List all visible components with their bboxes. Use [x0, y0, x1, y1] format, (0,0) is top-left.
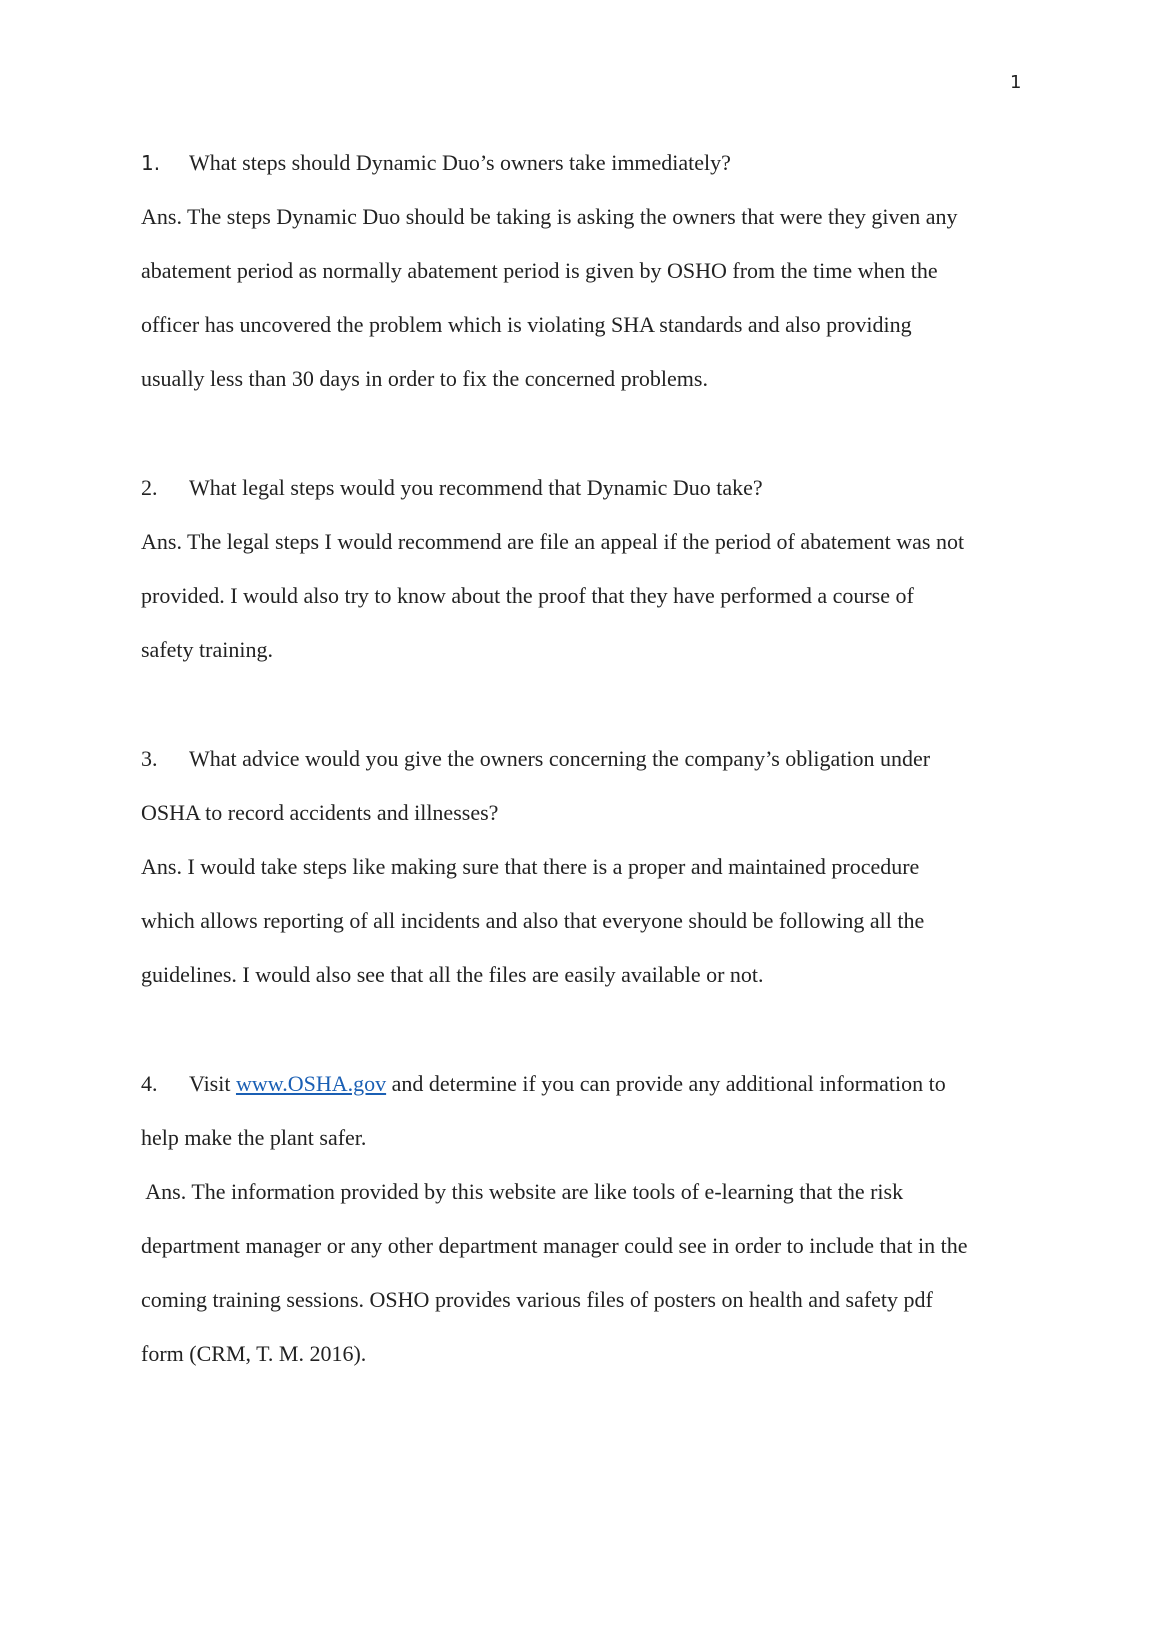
answer-line: guidelines. I would also see that all the files are easily available or not.	[141, 962, 764, 987]
question-text: OSHA to record accidents and illnesses?	[141, 800, 499, 825]
document-body	[141, 136, 1041, 1381]
question-block-2	[141, 461, 1041, 677]
question-block-3	[141, 732, 1041, 1002]
question-number: 3.	[141, 746, 158, 771]
spacer	[141, 406, 1041, 461]
answer-line: officer has uncovered the problem which is violating SHA standards and also providing	[141, 312, 912, 337]
question-1	[141, 136, 1041, 190]
osha-website-link[interactable]: www.OSHA.gov	[235, 1071, 387, 1096]
answer-line: provided. I would also try to know about the proof that they have performed a course of	[141, 583, 914, 608]
question-text-suffix: and determine if you can provide any additional information to	[386, 1071, 946, 1096]
question-4	[141, 1057, 1041, 1111]
question-block-4	[141, 1057, 1041, 1381]
answer-4	[141, 1165, 1041, 1381]
answer-line: Ans. The legal steps I would recommend are file an appeal if the period of abatement was not	[141, 529, 965, 554]
spacer	[141, 677, 1041, 732]
question-text: What advice would you give the owners concerning the company’s obligation under	[189, 746, 931, 771]
question-text: What legal steps would you recommend that Dynamic Duo take?	[189, 475, 763, 500]
question-number: 4.	[141, 1071, 158, 1096]
answer-line: Ans. The steps Dynamic Duo should be taking is asking the owners that were they given any	[141, 204, 958, 229]
page-number: 1	[1010, 72, 1022, 93]
question-number: 1.	[141, 151, 161, 175]
answer-line: form (CRM, T. M. 2016).	[141, 1341, 367, 1366]
answer-line: which allows reporting of all incidents and also that everyone should be following all the	[141, 908, 925, 933]
question-number: 2.	[141, 475, 158, 500]
answer-2	[141, 515, 1041, 677]
question-block-1	[141, 136, 1041, 406]
answer-3	[141, 840, 1041, 1002]
question-text-prefix: Visit	[189, 1071, 236, 1096]
answer-line: Ans. The information provided by this website are like tools of e-learning that the risk	[141, 1179, 904, 1204]
question-text: What steps should Dynamic Duo’s owners take immediately?	[189, 150, 731, 175]
answer-line: department manager or any other department manager could see in order to include that in the	[141, 1233, 968, 1258]
question-3	[141, 732, 1041, 786]
answer-line: coming training sessions. OSHO provides various files of posters on health and safety pdf	[141, 1287, 933, 1312]
answer-line: abatement period as normally abatement period is given by OSHO from the time when the	[141, 258, 938, 283]
question-3-continuation	[141, 786, 1041, 840]
answer-line: Ans. I would take steps like making sure that there is a proper and maintained procedure	[141, 854, 920, 879]
question-4-continuation	[141, 1111, 1041, 1165]
spacer	[141, 1002, 1041, 1057]
answer-1	[141, 190, 1041, 406]
answer-line: usually less than 30 days in order to fix the concerned problems.	[141, 366, 708, 391]
question-2	[141, 461, 1041, 515]
question-text: help make the plant safer.	[141, 1125, 367, 1150]
answer-line: safety training.	[141, 637, 273, 662]
